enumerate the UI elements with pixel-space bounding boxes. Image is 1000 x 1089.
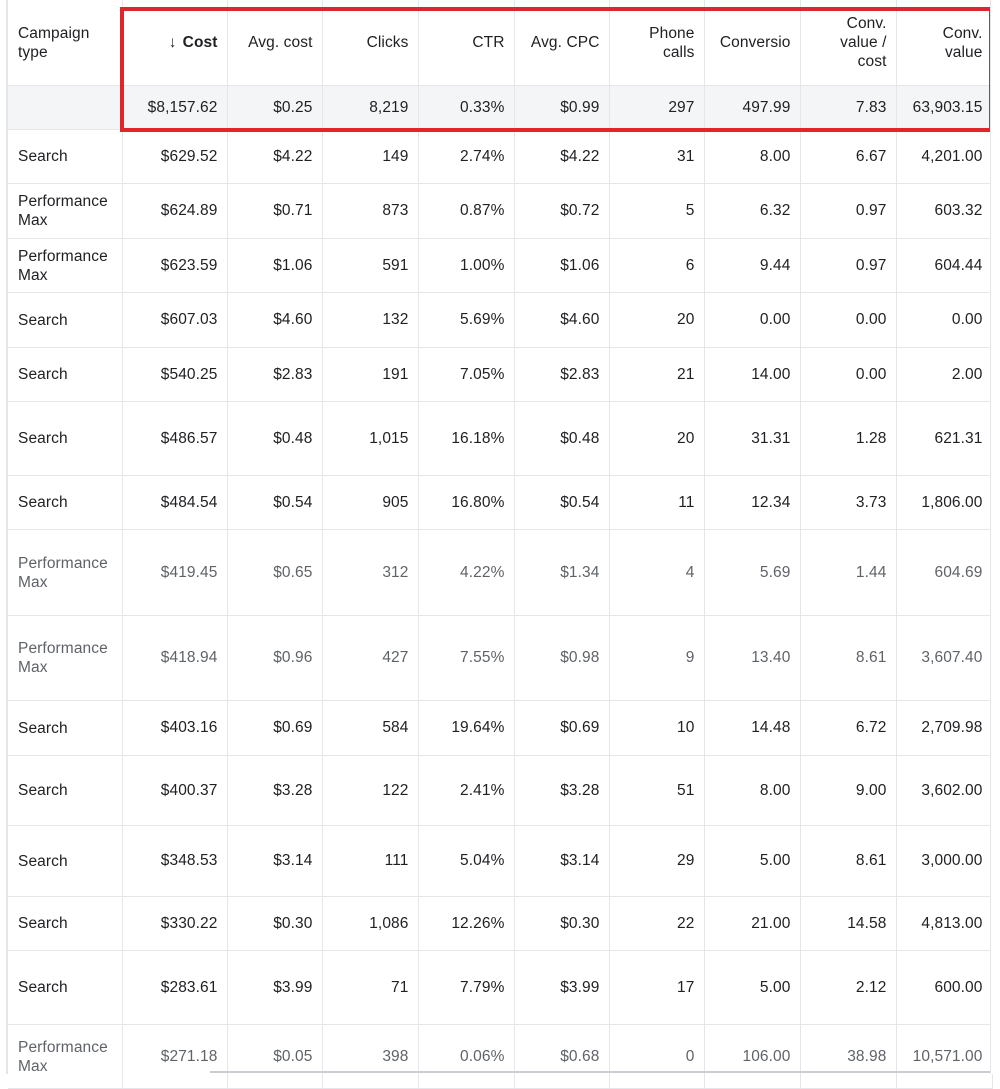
table-row[interactable] xyxy=(8,1025,992,1089)
total-cell-campaign-type xyxy=(8,86,122,130)
cell-campaign-type: Search xyxy=(8,701,122,756)
cell-conv-value: 3,607.40 xyxy=(896,616,992,701)
cell-avg-cpc: $0.30 xyxy=(514,897,609,951)
cell-campaign-type: Search xyxy=(8,293,122,348)
cell-phone-calls: 6 xyxy=(609,239,704,293)
cell-conv-value: 4,201.00 xyxy=(896,130,992,184)
cell-campaign-type: Performance Max xyxy=(8,616,122,701)
total-cell-avg-cpc: $0.99 xyxy=(514,86,609,130)
cell-avg-cost: $3.28 xyxy=(227,756,322,826)
cell-conv-value-per-cost: 8.61 xyxy=(800,616,896,701)
cell-conversions: 0.00 xyxy=(704,293,800,348)
cell-cost: $403.16 xyxy=(122,701,227,756)
cell-phone-calls: 51 xyxy=(609,756,704,826)
cell-ctr: 16.18% xyxy=(418,402,514,476)
cell-ctr: 16.80% xyxy=(418,476,514,530)
cell-conv-value: 3,602.00 xyxy=(896,756,992,826)
total-cell-cost: $8,157.62 xyxy=(122,86,227,130)
table-row[interactable] xyxy=(8,701,992,756)
totals-row xyxy=(8,86,992,130)
cell-campaign-type: Search xyxy=(8,897,122,951)
table-row[interactable] xyxy=(8,476,992,530)
total-cell-clicks: 8,219 xyxy=(322,86,418,130)
cell-campaign-type: Search xyxy=(8,476,122,530)
table-row[interactable] xyxy=(8,616,992,701)
cell-campaign-type: Performance Max xyxy=(8,1025,122,1089)
cell-conv-value-per-cost: 1.28 xyxy=(800,402,896,476)
cell-avg-cpc: $4.60 xyxy=(514,293,609,348)
cell-clicks: 905 xyxy=(322,476,418,530)
cell-clicks: 132 xyxy=(322,293,418,348)
cell-cost: $540.25 xyxy=(122,348,227,402)
cell-phone-calls: 9 xyxy=(609,616,704,701)
cell-ctr: 12.26% xyxy=(418,897,514,951)
campaign-performance-table xyxy=(8,0,993,1089)
cell-conv-value: 600.00 xyxy=(896,951,992,1025)
cell-conv-value: 0.00 xyxy=(896,293,992,348)
cell-phone-calls: 20 xyxy=(609,293,704,348)
cell-campaign-type: Search xyxy=(8,756,122,826)
cell-conversions: 31.31 xyxy=(704,402,800,476)
total-cell-conversions: 497.99 xyxy=(704,86,800,130)
cell-avg-cost: $0.30 xyxy=(227,897,322,951)
cell-cost: $400.37 xyxy=(122,756,227,826)
cell-ctr: 5.69% xyxy=(418,293,514,348)
cell-avg-cost: $0.96 xyxy=(227,616,322,701)
header-row xyxy=(8,0,992,86)
cell-conv-value-per-cost: 2.12 xyxy=(800,951,896,1025)
cell-conversions: 8.00 xyxy=(704,756,800,826)
cell-conv-value-per-cost: 3.73 xyxy=(800,476,896,530)
cell-conversions: 14.48 xyxy=(704,701,800,756)
cell-ctr: 19.64% xyxy=(418,701,514,756)
cell-clicks: 584 xyxy=(322,701,418,756)
cell-ctr: 0.87% xyxy=(418,184,514,239)
cell-avg-cpc: $3.28 xyxy=(514,756,609,826)
cell-avg-cpc: $0.68 xyxy=(514,1025,609,1089)
cell-conversions: 9.44 xyxy=(704,239,800,293)
cell-conv-value-per-cost: 0.00 xyxy=(800,293,896,348)
cell-avg-cpc: $0.72 xyxy=(514,184,609,239)
total-cell-phone-calls: 297 xyxy=(609,86,704,130)
cell-clicks: 111 xyxy=(322,826,418,897)
cell-clicks: 1,015 xyxy=(322,402,418,476)
cell-clicks: 873 xyxy=(322,184,418,239)
cell-clicks: 149 xyxy=(322,130,418,184)
cell-cost: $484.54 xyxy=(122,476,227,530)
cell-clicks: 427 xyxy=(322,616,418,701)
column-header-phone-calls[interactable]: Phone calls xyxy=(609,0,704,86)
cell-conv-value-per-cost: 0.97 xyxy=(800,184,896,239)
cell-clicks: 398 xyxy=(322,1025,418,1089)
cell-avg-cost: $0.48 xyxy=(227,402,322,476)
cell-campaign-type: Search xyxy=(8,951,122,1025)
cell-ctr: 7.79% xyxy=(418,951,514,1025)
cell-campaign-type: Search xyxy=(8,402,122,476)
table-row[interactable] xyxy=(8,348,992,402)
cell-phone-calls: 5 xyxy=(609,184,704,239)
cell-conversions: 12.34 xyxy=(704,476,800,530)
total-cell-avg-cost: $0.25 xyxy=(227,86,322,130)
table-row[interactable] xyxy=(8,184,992,239)
cell-avg-cost: $0.05 xyxy=(227,1025,322,1089)
cell-avg-cost: $1.06 xyxy=(227,239,322,293)
table-row[interactable] xyxy=(8,130,992,184)
cell-ctr: 0.06% xyxy=(418,1025,514,1089)
cell-avg-cost: $3.99 xyxy=(227,951,322,1025)
cell-conv-value: 10,571.00 xyxy=(896,1025,992,1089)
cell-conv-value-per-cost: 8.61 xyxy=(800,826,896,897)
cell-campaign-type: Search xyxy=(8,826,122,897)
total-cell-conv-value-per-cost: 7.83 xyxy=(800,86,896,130)
cell-clicks: 591 xyxy=(322,239,418,293)
column-header-cost[interactable]: ↓ Cost xyxy=(122,0,227,86)
cell-cost: $330.22 xyxy=(122,897,227,951)
cell-clicks: 71 xyxy=(322,951,418,1025)
cell-ctr: 7.55% xyxy=(418,616,514,701)
cell-conv-value: 621.31 xyxy=(896,402,992,476)
cell-conv-value: 3,000.00 xyxy=(896,826,992,897)
cell-avg-cost: $0.69 xyxy=(227,701,322,756)
cell-conversions: 5.00 xyxy=(704,826,800,897)
cell-ctr: 2.74% xyxy=(418,130,514,184)
cell-phone-calls: 10 xyxy=(609,701,704,756)
cell-clicks: 191 xyxy=(322,348,418,402)
column-header-clicks[interactable]: Clicks xyxy=(322,0,418,86)
total-cell-conv-value: 63,903.15 xyxy=(896,86,992,130)
table-row[interactable] xyxy=(8,402,992,476)
cell-conv-value-per-cost: 9.00 xyxy=(800,756,896,826)
cell-cost: $607.03 xyxy=(122,293,227,348)
cell-phone-calls: 29 xyxy=(609,826,704,897)
cell-ctr: 4.22% xyxy=(418,530,514,616)
cell-avg-cost: $4.60 xyxy=(227,293,322,348)
column-header-conv-value[interactable]: Conv. value xyxy=(896,0,992,86)
table-row[interactable] xyxy=(8,897,992,951)
cell-avg-cpc: $1.34 xyxy=(514,530,609,616)
cell-ctr: 7.05% xyxy=(418,348,514,402)
cell-avg-cpc: $3.99 xyxy=(514,951,609,1025)
cell-conv-value-per-cost: 1.44 xyxy=(800,530,896,616)
cell-ctr: 2.41% xyxy=(418,756,514,826)
cell-avg-cpc: $2.83 xyxy=(514,348,609,402)
cell-conv-value-per-cost: 38.98 xyxy=(800,1025,896,1089)
cell-cost: $418.94 xyxy=(122,616,227,701)
cell-conv-value: 2.00 xyxy=(896,348,992,402)
cell-avg-cost: $2.83 xyxy=(227,348,322,402)
cell-clicks: 122 xyxy=(322,756,418,826)
cell-cost: $271.18 xyxy=(122,1025,227,1089)
cell-phone-calls: 4 xyxy=(609,530,704,616)
cell-avg-cpc: $0.54 xyxy=(514,476,609,530)
column-header-avg-cost[interactable]: Avg. cost xyxy=(227,0,322,86)
cell-conv-value-per-cost: 14.58 xyxy=(800,897,896,951)
cell-conv-value-per-cost: 6.72 xyxy=(800,701,896,756)
cell-clicks: 312 xyxy=(322,530,418,616)
cell-conversions: 8.00 xyxy=(704,130,800,184)
cell-avg-cpc: $1.06 xyxy=(514,239,609,293)
cell-conv-value: 604.69 xyxy=(896,530,992,616)
cell-campaign-type: Performance Max xyxy=(8,530,122,616)
cell-avg-cost: $0.65 xyxy=(227,530,322,616)
cell-phone-calls: 17 xyxy=(609,951,704,1025)
column-header-campaign-type[interactable]: Campaign type xyxy=(8,0,122,86)
cell-clicks: 1,086 xyxy=(322,897,418,951)
cell-conversions: 5.69 xyxy=(704,530,800,616)
cell-avg-cost: $0.71 xyxy=(227,184,322,239)
cell-campaign-type: Performance Max xyxy=(8,184,122,239)
table-row[interactable] xyxy=(8,239,992,293)
cell-cost: $419.45 xyxy=(122,530,227,616)
cell-conversions: 106.00 xyxy=(704,1025,800,1089)
cell-cost: $486.57 xyxy=(122,402,227,476)
table-row[interactable] xyxy=(8,293,992,348)
cell-ctr: 1.00% xyxy=(418,239,514,293)
column-header-avg-cpc[interactable]: Avg. CPC xyxy=(514,0,609,86)
table-row[interactable] xyxy=(8,951,992,1025)
cell-phone-calls: 20 xyxy=(609,402,704,476)
cell-campaign-type: Performance Max xyxy=(8,239,122,293)
cell-conv-value-per-cost: 0.97 xyxy=(800,239,896,293)
cell-campaign-type: Search xyxy=(8,348,122,402)
table-row[interactable] xyxy=(8,826,992,897)
cell-conv-value: 1,806.00 xyxy=(896,476,992,530)
cell-avg-cost: $4.22 xyxy=(227,130,322,184)
table-row[interactable] xyxy=(8,756,992,826)
cell-cost: $624.89 xyxy=(122,184,227,239)
cell-conversions: 5.00 xyxy=(704,951,800,1025)
cell-conv-value: 4,813.00 xyxy=(896,897,992,951)
cell-phone-calls: 31 xyxy=(609,130,704,184)
column-header-ctr[interactable]: CTR xyxy=(418,0,514,86)
cell-phone-calls: 21 xyxy=(609,348,704,402)
table-row[interactable] xyxy=(8,530,992,616)
right-edge xyxy=(990,0,1000,1074)
cell-phone-calls: 0 xyxy=(609,1025,704,1089)
cell-conv-value: 604.44 xyxy=(896,239,992,293)
cell-avg-cpc: $0.48 xyxy=(514,402,609,476)
cell-cost: $623.59 xyxy=(122,239,227,293)
cell-phone-calls: 22 xyxy=(609,897,704,951)
cell-cost: $283.61 xyxy=(122,951,227,1025)
horizontal-scrollbar[interactable] xyxy=(210,1071,990,1073)
cell-avg-cpc: $4.22 xyxy=(514,130,609,184)
column-header-conv-value-per-cost[interactable]: Conv. value / cost xyxy=(800,0,896,86)
cell-cost: $629.52 xyxy=(122,130,227,184)
cell-phone-calls: 11 xyxy=(609,476,704,530)
cell-conv-value-per-cost: 0.00 xyxy=(800,348,896,402)
cell-avg-cost: $3.14 xyxy=(227,826,322,897)
cell-avg-cpc: $0.69 xyxy=(514,701,609,756)
cell-conv-value: 2,709.98 xyxy=(896,701,992,756)
cell-avg-cpc: $3.14 xyxy=(514,826,609,897)
cell-conv-value: 603.32 xyxy=(896,184,992,239)
total-cell-ctr: 0.33% xyxy=(418,86,514,130)
cell-campaign-type: Search xyxy=(8,130,122,184)
cell-avg-cost: $0.54 xyxy=(227,476,322,530)
cell-conversions: 21.00 xyxy=(704,897,800,951)
cell-avg-cpc: $0.98 xyxy=(514,616,609,701)
arrow-down-icon[interactable]: ↓ xyxy=(168,34,177,51)
cell-conversions: 14.00 xyxy=(704,348,800,402)
cell-conversions: 6.32 xyxy=(704,184,800,239)
column-header-conversions[interactable]: Conversio xyxy=(704,0,800,86)
cell-conv-value-per-cost: 6.67 xyxy=(800,130,896,184)
cell-conversions: 13.40 xyxy=(704,616,800,701)
cell-cost: $348.53 xyxy=(122,826,227,897)
cell-ctr: 5.04% xyxy=(418,826,514,897)
